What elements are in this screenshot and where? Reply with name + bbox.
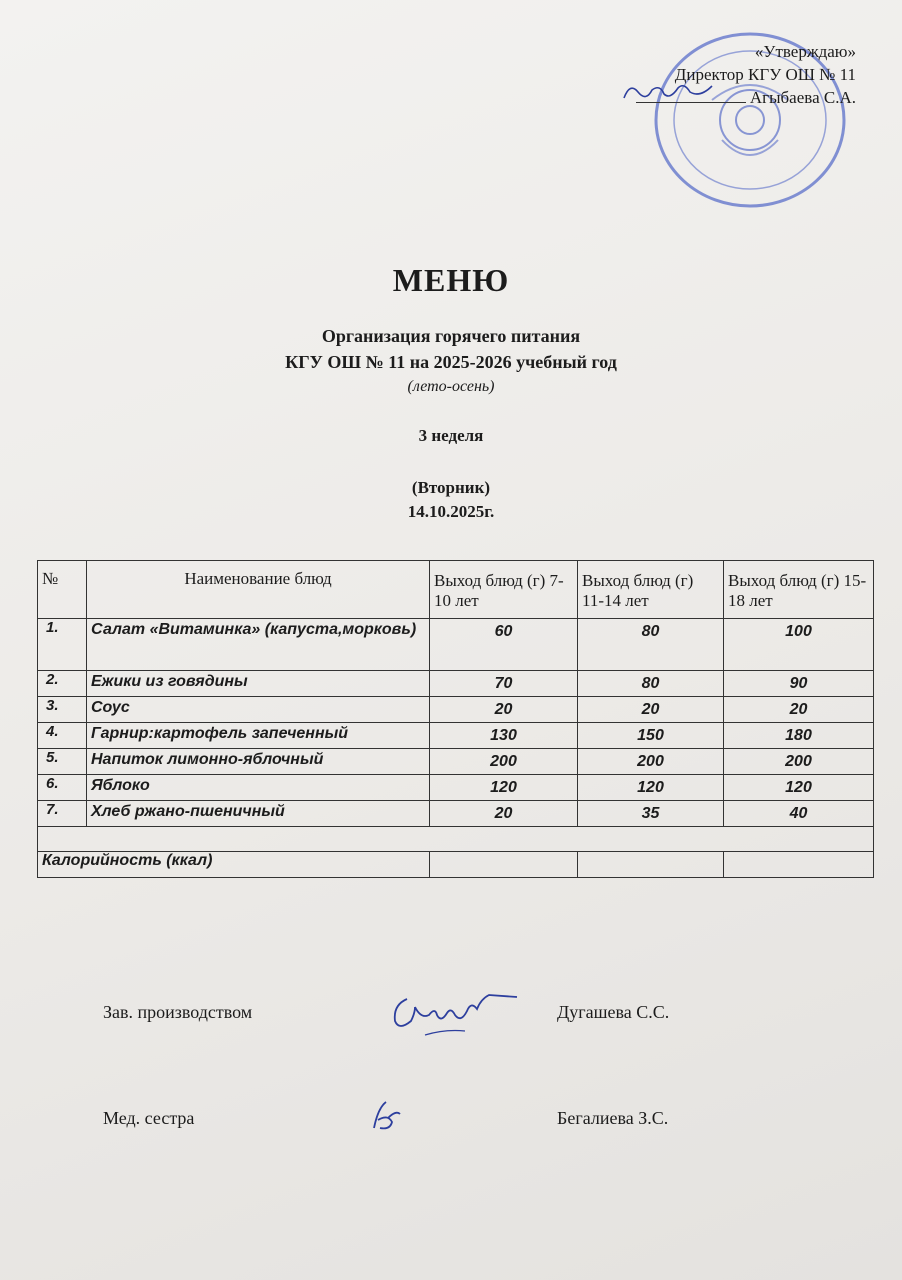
header-dish-name: Наименование блюд (87, 561, 430, 619)
dish-name: Яблоко (87, 775, 430, 801)
dish-name: Гарнир:картофель запеченный (87, 723, 430, 749)
row-num: 4. (38, 723, 87, 749)
approver-name: Агыбаева С.А. (749, 88, 856, 107)
portion-15-18: 120 (724, 775, 874, 801)
portion-11-14: 120 (578, 775, 724, 801)
dish-name: Соус (87, 697, 430, 723)
row-num: 1. (38, 619, 87, 671)
calories-11-14 (578, 852, 724, 878)
date-label: 14.10.2025г. (407, 502, 495, 521)
portion-7-10: 20 (430, 697, 578, 723)
nurse-signature (366, 1098, 406, 1134)
row-num: 7. (38, 801, 87, 827)
portion-7-10: 20 (430, 801, 578, 827)
row-num: 3. (38, 697, 87, 723)
approval-position: Директор КГУ ОШ № 11 (674, 65, 856, 84)
dish-name: Хлеб ржано-пшеничный (87, 801, 430, 827)
header-age-11-14: Выход блюд (г) 11-14 лет (578, 561, 724, 619)
calories-15-18 (724, 852, 874, 878)
dish-name: Ежики из говядины (87, 671, 430, 697)
row-num: 5. (38, 749, 87, 775)
portion-15-18: 180 (724, 723, 874, 749)
subtitle-organization: Организация горячего питания (321, 326, 581, 346)
portion-11-14: 80 (578, 671, 724, 697)
header-age-15-18: Выход блюд (г) 15-18 лет (724, 561, 874, 619)
empty-cell (38, 827, 874, 852)
table-row (38, 775, 874, 801)
table-row (38, 697, 874, 723)
table-row (38, 749, 874, 775)
table-header-row (38, 561, 874, 619)
portion-11-14: 150 (578, 723, 724, 749)
signature-name: Бегалиева З.С. (557, 1108, 669, 1128)
portion-11-14: 20 (578, 697, 724, 723)
portion-11-14: 80 (578, 619, 724, 671)
portion-15-18: 20 (724, 697, 874, 723)
subtitle-school-year: КГУ ОШ № 11 на 2025-2026 учебный год (285, 352, 617, 372)
portion-7-10: 60 (430, 619, 578, 671)
signature-role: Мед. сестра (103, 1108, 195, 1128)
table-row (38, 801, 874, 827)
calories-row (38, 852, 874, 878)
portion-7-10: 130 (430, 723, 578, 749)
weekday-label: (Вторник) (411, 478, 491, 497)
portion-15-18: 100 (724, 619, 874, 671)
header-num: № (38, 561, 87, 619)
portion-7-10: 120 (430, 775, 578, 801)
portion-7-10: 70 (430, 671, 578, 697)
table-empty-row (38, 827, 874, 852)
row-num: 6. (38, 775, 87, 801)
season-label: (лето-осень) (407, 378, 495, 395)
table-row (38, 619, 874, 671)
row-num: 2. (38, 671, 87, 697)
table-row (38, 723, 874, 749)
week-label: 3 неделя (418, 426, 484, 445)
approval-heading: «Утверждаю» (754, 42, 856, 61)
director-signature (620, 78, 730, 106)
portion-7-10: 200 (430, 749, 578, 775)
signature-name: Дугашева С.С. (557, 1002, 670, 1022)
page-title: МЕНЮ (392, 262, 510, 298)
portion-11-14: 200 (578, 749, 724, 775)
dish-name: Напиток лимонно-яблочный (87, 749, 430, 775)
portion-11-14: 35 (578, 801, 724, 827)
production-head-signature (385, 985, 525, 1041)
portion-15-18: 90 (724, 671, 874, 697)
table-row (38, 671, 874, 697)
portion-15-18: 200 (724, 749, 874, 775)
menu-table (37, 560, 874, 878)
calories-7-10 (430, 852, 578, 878)
header-age-7-10: Выход блюд (г) 7-10 лет (430, 561, 578, 619)
calories-label: Калорийность (ккал) (38, 852, 430, 878)
dish-name: Салат «Витаминка» (капуста,морковь) (87, 619, 430, 671)
portion-15-18: 40 (724, 801, 874, 827)
signature-role: Зав. производством (103, 1002, 253, 1022)
